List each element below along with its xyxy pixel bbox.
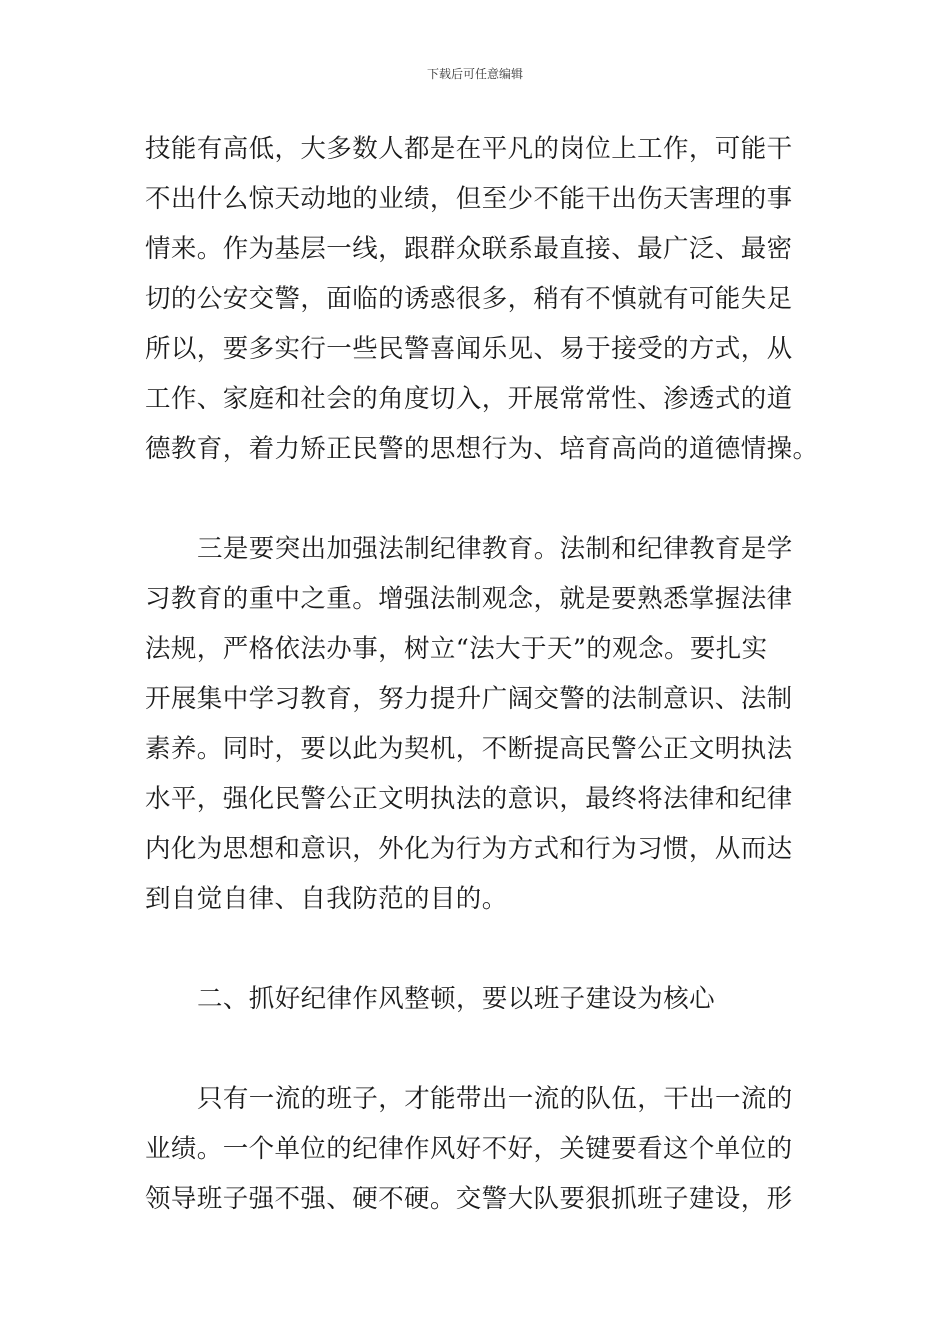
text-line: 不出什么惊天动地的业绩，但至少不能干出伤天害理的事 (145, 184, 793, 214)
paragraph-leadership (145, 1074, 811, 1224)
paragraph-spacer (145, 1024, 811, 1074)
text-line: 习教育的重中之重。增强法制观念，就是要熟悉掌握法律 (145, 584, 793, 614)
text-line: 内化为思想和意识，外化为行为方式和行为习惯，从而达 (145, 834, 793, 864)
paragraph-spacer (145, 474, 811, 524)
text-line: 法规，严格依法办事，树立“法大于天”的观念。要扎实 (145, 634, 768, 664)
paragraph-continuation (145, 124, 819, 474)
text-line: 水平，强化民警公正文明执法的意识，最终将法律和纪律 (145, 784, 793, 814)
document-body (145, 124, 819, 1224)
text-line: 素养。同时，要以此为契机，不断提高民警公正文明执法 (145, 734, 793, 764)
paragraph-spacer (145, 924, 811, 974)
text-line: 技能有高低，大多数人都是在平凡的岗位上工作，可能干 (145, 134, 793, 164)
text-line: 到自觉自律、自我防范的目的。 (145, 884, 508, 914)
text-line: 只有一流的班子，才能带出一流的队伍，干出一流的 (197, 1084, 793, 1114)
text-line: 领导班子强不强、硬不硬。交警大队要狠抓班子建设，形 (145, 1184, 793, 1214)
text-line: 三是要突出加强法制纪律教育。法制和纪律教育是学 (197, 534, 793, 564)
text-line: 工作、家庭和社会的角度切入，开展常常性、渗透式的道 (145, 384, 793, 414)
section-heading (145, 974, 811, 1024)
text-line: 德教育，着力矫正民警的思想行为、培育高尚的道德情操。 (145, 434, 819, 464)
header-note: 下载后可任意编辑 (426, 67, 523, 81)
text-line: 情来。作为基层一线，跟群众联系最直接、最广泛、最密 (145, 234, 793, 264)
paragraph-law-discipline (145, 524, 811, 924)
text-line: 切的公安交警，面临的诱惑很多，稍有不慎就有可能失足 (145, 284, 793, 314)
text-line: 开展集中学习教育，努力提升广阔交警的法制意识、法制 (145, 684, 793, 714)
text-line: 业绩。一个单位的纪律作风好不好，关键要看这个单位的 (145, 1134, 793, 1164)
text-line: 二、抓好纪律作风整顿，要以班子建设为核心 (197, 984, 716, 1014)
text-line: 所以，要多实行一些民警喜闻乐见、易于接受的方式，从 (145, 334, 793, 364)
